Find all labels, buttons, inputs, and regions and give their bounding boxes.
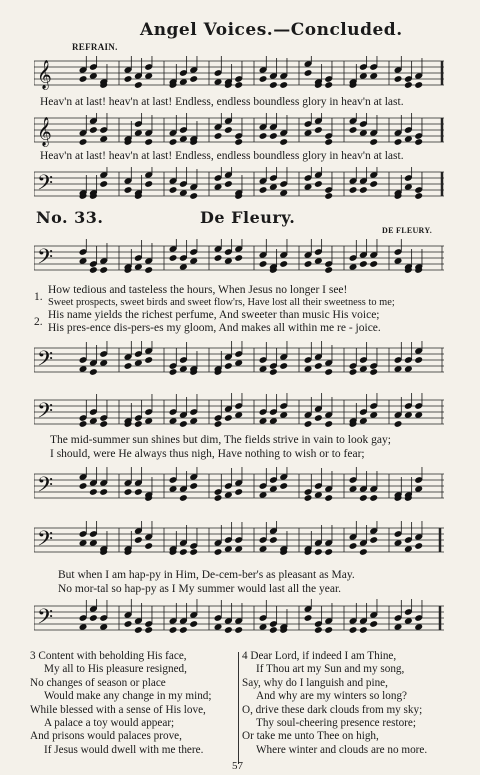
- verse-line: My all to His pleasure resigned,: [44, 663, 187, 676]
- system3-lyric-1: But when I am hap-py in Him, De-cem-ber's as pleasant as May.: [58, 569, 355, 581]
- clef-mark: 𝄢: [37, 472, 54, 502]
- notehead: [304, 494, 313, 502]
- notehead: [349, 126, 358, 134]
- notehead: [314, 548, 323, 556]
- verse-num-1: 1.: [34, 291, 43, 303]
- notehead: [414, 81, 423, 89]
- notehead: [179, 494, 188, 502]
- notehead: [269, 368, 278, 376]
- notehead: [324, 420, 333, 428]
- notehead: [134, 626, 143, 634]
- notehead: [394, 420, 403, 428]
- refrain-lyric-1: Heav'n at last! heav'n at last! Endless, endless boundless glory in heav'n at last.: [40, 96, 404, 108]
- notehead: [144, 266, 153, 274]
- notehead: [144, 138, 153, 146]
- notehead: [214, 420, 223, 428]
- notehead: [124, 620, 133, 628]
- verse-line: A palace a toy would appear;: [44, 717, 175, 730]
- notehead: [279, 260, 288, 268]
- notehead: [324, 138, 333, 146]
- notehead: [234, 254, 243, 262]
- notehead: [259, 75, 268, 83]
- notehead: [324, 494, 333, 502]
- notehead: [234, 138, 243, 146]
- verse-line: If Thou art my Sun and my song,: [256, 663, 405, 676]
- notehead: [314, 362, 323, 370]
- clef-mark: 𝄢: [37, 346, 54, 376]
- notehead: [314, 626, 323, 634]
- notehead: [214, 548, 223, 556]
- notehead: [259, 260, 268, 268]
- notehead: [314, 126, 323, 134]
- notehead: [314, 180, 323, 188]
- system3-lyric-2: No mor-tal so hap-py as I My summer would last all the year.: [58, 583, 342, 595]
- system2-lyric-2: I should, were He always thus nigh, Have nothing to wish or to fear;: [50, 448, 365, 460]
- notehead: [414, 356, 423, 364]
- system3-treble-staff: [34, 520, 446, 560]
- notehead: [144, 356, 153, 364]
- notehead: [369, 536, 378, 544]
- notehead: [414, 138, 423, 146]
- notehead: [414, 192, 423, 200]
- page-number: 57: [232, 760, 243, 772]
- notehead: [169, 626, 178, 634]
- notehead: [189, 548, 198, 556]
- notehead: [179, 420, 188, 428]
- refrain-label: REFRAIN.: [72, 42, 118, 52]
- notehead: [279, 362, 288, 370]
- notehead: [169, 368, 178, 376]
- system2-bass-staff: [34, 466, 446, 506]
- notehead: [144, 180, 153, 188]
- notehead: [349, 368, 358, 376]
- verse-line: While blessed with a sense of His love,: [30, 703, 206, 716]
- notehead: [369, 138, 378, 146]
- page-title: Angel Voices.—Concluded.: [140, 20, 403, 40]
- verse-line: Thy soul-cheering presence restore;: [256, 717, 416, 730]
- verse-3: [30, 650, 235, 757]
- notehead: [324, 548, 333, 556]
- notehead: [234, 488, 243, 496]
- notehead: [394, 75, 403, 83]
- notehead: [269, 536, 278, 544]
- notehead: [369, 494, 378, 502]
- notehead: [324, 81, 333, 89]
- notehead: [124, 75, 133, 83]
- notehead: [394, 138, 403, 146]
- notehead: [134, 420, 143, 428]
- notehead: [359, 494, 368, 502]
- verse-3-number: 3: [30, 650, 36, 662]
- verse-4-number: 4: [242, 650, 248, 662]
- clef-mark: 𝄢: [37, 604, 54, 634]
- notehead: [414, 542, 423, 550]
- notehead: [279, 81, 288, 89]
- hymn-title: De Fleury.: [200, 208, 296, 227]
- system3-bass-staff: [34, 598, 446, 638]
- verse-line: If Jesus would dwell with me there.: [44, 743, 204, 756]
- notehead: [304, 614, 313, 622]
- notehead: [189, 620, 198, 628]
- notehead: [234, 81, 243, 89]
- notehead: [369, 180, 378, 188]
- notehead: [79, 75, 88, 83]
- system1-lyric-1b: Sweet prospects, sweet birds and sweet flow'rs, Have lost all their sweetness to me;: [48, 297, 395, 308]
- notehead: [124, 186, 133, 194]
- refrain-treble-staff: [34, 55, 446, 91]
- notehead: [224, 180, 233, 188]
- clef-mark: 𝄢: [37, 526, 54, 556]
- notehead: [214, 494, 223, 502]
- system1-lyric-2b: His pres-ence dis-pers-es my gloom, And makes all within me re - joice.: [48, 322, 381, 334]
- notehead: [259, 132, 268, 140]
- notehead: [89, 614, 98, 622]
- verse-line: And prisons would palaces prove,: [30, 730, 182, 743]
- system2-lyric-1: The mid-summer sun shines but dim, The fields strive in vain to look gay;: [50, 434, 391, 446]
- notehead: [259, 186, 268, 194]
- notehead: [269, 81, 278, 89]
- notehead: [89, 368, 98, 376]
- hymn-composer: DE FLEURY.: [382, 226, 432, 235]
- notehead: [89, 126, 98, 134]
- verse-line: Where winter and clouds are no more.: [256, 743, 428, 756]
- verse-line: Would make any change in my mind;: [44, 690, 212, 703]
- notehead: [134, 536, 143, 544]
- notehead: [79, 138, 88, 146]
- verse-line: No changes of season or place: [30, 676, 166, 689]
- notehead: [124, 488, 133, 496]
- refrain-bass-staff: [34, 166, 446, 202]
- verse-divider: [238, 652, 239, 764]
- notehead: [224, 626, 233, 634]
- notehead: [234, 626, 243, 634]
- clef-mark: 𝄞: [37, 116, 52, 146]
- notehead: [314, 414, 323, 422]
- clef-mark: 𝄢: [37, 398, 54, 428]
- verse-line: Content with beholding His face,: [38, 650, 187, 662]
- notehead: [134, 81, 143, 89]
- system2-treble-staff: [34, 392, 446, 432]
- notehead: [224, 362, 233, 370]
- notehead: [179, 548, 188, 556]
- refrain-lyric-2: Heav'n at last! heav'n at last! Endless, endless boundless glory in heav'n at last.: [40, 150, 404, 162]
- notehead: [214, 254, 223, 262]
- notehead: [304, 260, 313, 268]
- notehead: [324, 368, 333, 376]
- notehead: [269, 132, 278, 140]
- notehead: [99, 420, 108, 428]
- notehead: [324, 626, 333, 634]
- notehead: [189, 482, 198, 490]
- system1-treble-staff: [34, 238, 446, 278]
- notehead: [279, 138, 288, 146]
- refrain-tenor-staff: [34, 112, 446, 148]
- notehead: [349, 186, 358, 194]
- notehead: [89, 488, 98, 496]
- notehead: [269, 626, 278, 634]
- verse-line: Or take me unto Thee on high,: [242, 730, 379, 743]
- notehead: [349, 626, 358, 634]
- system1-lyric-2a: His name yields the richest perfume, And sweeter than music His voice;: [48, 309, 380, 321]
- verse-4: [242, 650, 474, 757]
- notehead: [144, 542, 153, 550]
- notehead: [99, 266, 108, 274]
- verse-line: Say, why do I languish and pine,: [242, 676, 388, 689]
- clef-mark: 𝄞: [37, 59, 52, 89]
- notehead: [224, 126, 233, 134]
- notehead: [304, 420, 313, 428]
- notehead: [359, 626, 368, 634]
- system1-lyric-1a: How tedious and tasteless the hours, When Jesus no longer I see!: [48, 284, 348, 296]
- verse-line: Dear Lord, if indeed I am Thine,: [250, 650, 397, 662]
- notehead: [224, 414, 233, 422]
- notehead: [404, 81, 413, 89]
- hymn-number: No. 33.: [36, 208, 104, 227]
- notehead: [349, 542, 358, 550]
- system1-bass-staff: [34, 340, 446, 380]
- notehead: [169, 254, 178, 262]
- notehead: [99, 180, 108, 188]
- notehead: [359, 260, 368, 268]
- verse-line: And why are my winters so long?: [256, 690, 408, 703]
- notehead: [324, 192, 333, 200]
- notehead: [369, 620, 378, 628]
- notehead: [359, 186, 368, 194]
- verse-num-2: 2.: [34, 316, 43, 328]
- notehead: [214, 132, 223, 140]
- notehead: [324, 266, 333, 274]
- notehead: [179, 626, 188, 634]
- notehead: [144, 626, 153, 634]
- clef-mark: 𝄢: [37, 170, 54, 200]
- notehead: [99, 488, 108, 496]
- notehead: [79, 420, 88, 428]
- notehead: [89, 266, 98, 274]
- notehead: [169, 138, 178, 146]
- notehead: [359, 548, 368, 556]
- notehead: [369, 260, 378, 268]
- notehead: [369, 368, 378, 376]
- notehead: [279, 482, 288, 490]
- notehead: [134, 488, 143, 496]
- notehead: [79, 482, 88, 490]
- verse-line: O, drive these dark clouds from my sky;: [242, 703, 423, 716]
- notehead: [304, 69, 313, 77]
- clef-mark: 𝄢: [37, 244, 54, 274]
- notehead: [189, 75, 198, 83]
- notehead: [169, 186, 178, 194]
- notehead: [124, 362, 133, 370]
- notehead: [189, 192, 198, 200]
